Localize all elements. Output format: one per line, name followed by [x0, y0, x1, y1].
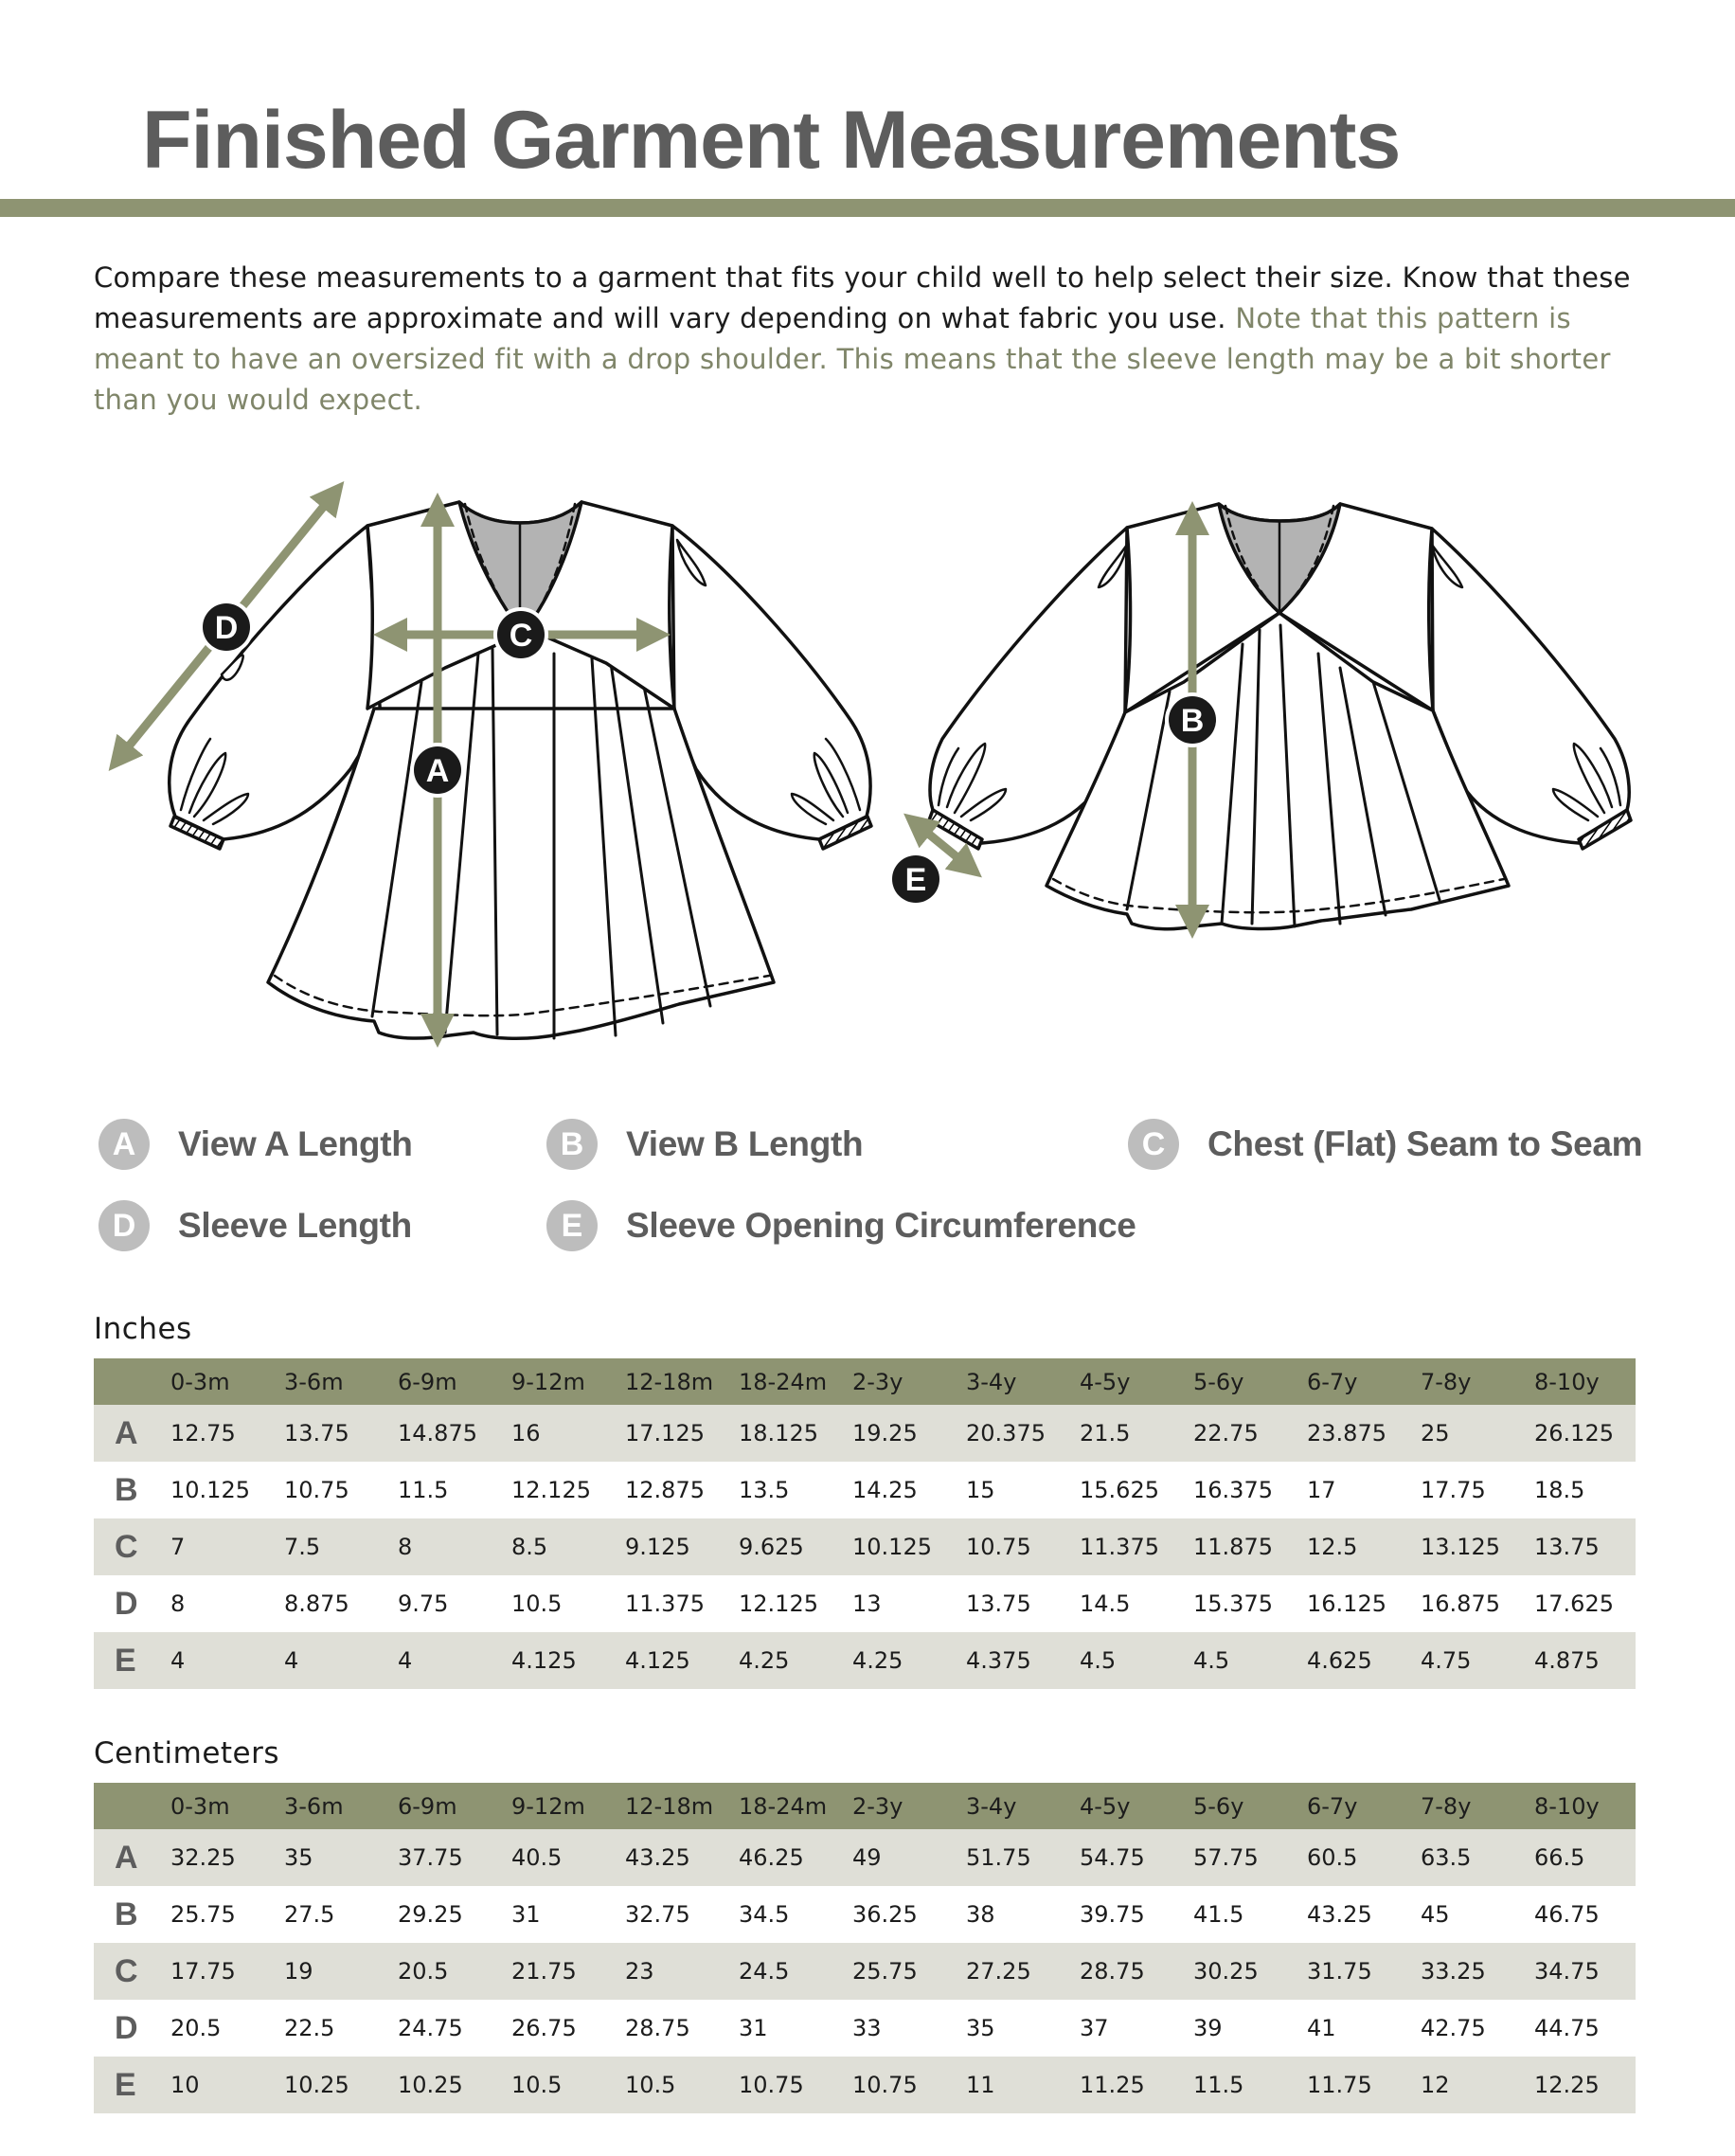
measurement-cell: 22.5: [284, 2015, 335, 2041]
measurement-cell: 45: [1421, 1901, 1450, 1928]
measurement-cell: 17: [1307, 1477, 1336, 1503]
title-rule: [0, 199, 1735, 217]
size-header: 7-8y: [1421, 1792, 1472, 1820]
size-header: 4-5y: [1080, 1368, 1131, 1395]
measurement-cell: 30.25: [1193, 1958, 1259, 1985]
measurement-cell: 33.25: [1421, 1958, 1486, 1985]
measurement-cell: 4.25: [852, 1647, 903, 1674]
row-letter: C: [115, 1528, 138, 1565]
table-row: [94, 1405, 1636, 1462]
svg-text:C: C: [509, 618, 533, 654]
header-corner: [94, 1358, 170, 1405]
measurement-cell: 12.5: [1307, 1534, 1358, 1560]
inches-heading: Inches: [94, 1312, 192, 1346]
size-header: 4-5y: [1080, 1792, 1131, 1820]
legend-label: Sleeve Length: [178, 1206, 412, 1245]
measurement-cell: 4: [398, 1647, 413, 1674]
measurement-cell: 17.125: [625, 1420, 705, 1446]
measurement-cell: 21.75: [511, 1958, 577, 1985]
measurement-cell: 4.875: [1534, 1647, 1600, 1674]
measurement-cell: 4: [284, 1647, 299, 1674]
marker-e: [888, 852, 943, 907]
measurement-cell: 17.75: [1421, 1477, 1486, 1503]
measurement-cell: 51.75: [966, 1844, 1031, 1871]
measurement-cell: 10.5: [511, 2072, 563, 2098]
measurement-cell: 28.75: [625, 2015, 690, 2041]
measurement-cell: 9.125: [625, 1534, 690, 1560]
measurement-cell: 22.75: [1193, 1420, 1259, 1446]
table-row: [94, 1943, 1636, 2000]
marker-b: [1165, 692, 1220, 747]
measurement-cell: 26.75: [511, 2015, 577, 2041]
garment-diagrams: [0, 455, 1735, 1061]
marker-a: [410, 743, 465, 798]
table-row: [94, 2000, 1636, 2057]
size-header: 8-10y: [1534, 1368, 1600, 1395]
measurement-cell: 34.5: [739, 1901, 790, 1928]
measurement-cell: 27.25: [966, 1958, 1031, 1985]
measurement-cell: 32.25: [170, 1844, 236, 1871]
measurement-cell: 4: [170, 1647, 186, 1674]
measurement-cell: 60.5: [1307, 1844, 1358, 1871]
measurement-cell: 20.5: [170, 2015, 222, 2041]
page-title: Finished Garment Measurements: [142, 95, 1401, 186]
measurement-cell: 40.5: [511, 1844, 563, 1871]
row-letter: C: [115, 1952, 138, 1989]
measurement-cell: 13.75: [1534, 1534, 1600, 1560]
measurement-cell: 11.75: [1307, 2072, 1372, 2098]
measurement-cell: 8.5: [511, 1534, 548, 1560]
view-b-top: [929, 504, 1631, 929]
table-row: [94, 1886, 1636, 1943]
measurement-cell: 57.75: [1193, 1844, 1259, 1871]
measurement-cell: 19.25: [852, 1420, 918, 1446]
legend-label: View B Length: [626, 1124, 864, 1163]
measurement-cell: 34.75: [1534, 1958, 1600, 1985]
measurement-cell: 10.25: [284, 2072, 349, 2098]
measurement-cell: 11.25: [1080, 2072, 1145, 2098]
legend-item-a: [98, 1118, 413, 1171]
size-header: 12-18m: [625, 1368, 714, 1395]
measurement-cell: 15.375: [1193, 1590, 1273, 1617]
size-header: 6-7y: [1307, 1792, 1358, 1820]
measurement-cell: 39.75: [1080, 1901, 1145, 1928]
measurement-cell: 46.25: [739, 1844, 804, 1871]
row-letter: A: [115, 1414, 138, 1451]
measurement-cell: 13: [852, 1590, 882, 1617]
svg-text:E: E: [904, 862, 927, 898]
table-row: [94, 1518, 1636, 1575]
measurement-cell: 43.25: [1307, 1901, 1372, 1928]
row-letter: D: [115, 1585, 138, 1622]
measurement-cell: 8.875: [284, 1590, 349, 1617]
measurement-cell: 29.25: [398, 1901, 463, 1928]
size-header: 5-6y: [1193, 1368, 1244, 1395]
measurement-cell: 37: [1080, 2015, 1109, 2041]
measurement-cell: 14.5: [1080, 1590, 1131, 1617]
measurement-cell: 11.875: [1193, 1534, 1273, 1560]
measurement-cell: 13.75: [966, 1590, 1031, 1617]
measurement-cell: 38: [966, 1901, 995, 1928]
row-letter: B: [115, 1471, 138, 1508]
measurement-cell: 41.5: [1193, 1901, 1244, 1928]
measurement-cell: 20.375: [966, 1420, 1046, 1446]
measurement-cell: 26.125: [1534, 1420, 1614, 1446]
table-row: [94, 1575, 1636, 1632]
table-row: [94, 1632, 1636, 1689]
size-header: 0-3m: [170, 1368, 230, 1395]
size-header: 6-9m: [398, 1792, 457, 1820]
measurement-cell: 31.75: [1307, 1958, 1372, 1985]
measurement-cell: 49: [852, 1844, 882, 1871]
measurement-cell: 12.875: [625, 1477, 705, 1503]
measurement-cell: 16.375: [1193, 1477, 1273, 1503]
measurement-cell: 23.875: [1307, 1420, 1386, 1446]
svg-text:B: B: [1180, 703, 1205, 739]
measurement-cell: 24.5: [739, 1958, 790, 1985]
table-row: [94, 1829, 1636, 1886]
measurement-cell: 11.5: [1193, 2072, 1244, 2098]
measurement-cell: 14.25: [852, 1477, 918, 1503]
legend-badge-b: B: [546, 1119, 598, 1170]
size-header: 9-12m: [511, 1792, 585, 1820]
row-letter: D: [115, 2009, 138, 2046]
size-header: 3-4y: [966, 1792, 1017, 1820]
legend-badge-d: D: [98, 1200, 150, 1251]
table-row: [94, 1462, 1636, 1518]
measurement-cell: 9.75: [398, 1590, 449, 1617]
size-header: 0-3m: [170, 1792, 230, 1820]
measurement-cell: 43.25: [625, 1844, 690, 1871]
measurement-cell: 4.375: [966, 1647, 1031, 1674]
measurement-cell: 11.375: [1080, 1534, 1159, 1560]
view-a-dress: [170, 502, 871, 1038]
measurement-cell: 17.75: [170, 1958, 236, 1985]
measurement-cell: 31: [739, 2015, 768, 2041]
intro-text: Compare these measurements to a garment that fits your child well to help select their size. Know that these measurements are approximate and will vary depending on what fabric you use.: [94, 261, 1631, 334]
measurement-cell: 4.625: [1307, 1647, 1372, 1674]
measurement-cell: 4.125: [511, 1647, 577, 1674]
centimeters-table: [94, 1783, 1636, 2113]
measurement-cell: 10: [170, 2072, 200, 2098]
measurement-cell: 8: [398, 1534, 413, 1560]
legend-label: View A Length: [178, 1124, 413, 1163]
measurement-cell: 8: [170, 1590, 186, 1617]
measurement-cell: 36.25: [852, 1901, 918, 1928]
measurement-cell: 10.75: [852, 2072, 918, 2098]
measurement-cell: 16: [511, 1420, 541, 1446]
measurement-cell: 13.75: [284, 1420, 349, 1446]
measurement-cell: 54.75: [1080, 1844, 1145, 1871]
legend-badge-e: E: [546, 1200, 598, 1251]
measurement-cell: 44.75: [1534, 2015, 1600, 2041]
measurement-cell: 4.25: [739, 1647, 790, 1674]
table-header-row: [94, 1358, 1636, 1405]
measurement-cell: 14.875: [398, 1420, 477, 1446]
measurement-cell: 42.75: [1421, 2015, 1486, 2041]
measurement-cell: 24.75: [398, 2015, 463, 2041]
measurement-cell: 4.125: [625, 1647, 690, 1674]
legend-item-d: [98, 1199, 412, 1252]
measurement-cell: 35: [966, 2015, 995, 2041]
legend-item-c: [1128, 1118, 1642, 1171]
legend-badge-a: A: [98, 1119, 150, 1170]
table-header-row: [94, 1783, 1636, 1829]
measurement-cell: 9.625: [739, 1534, 804, 1560]
measurement-cell: 16.875: [1421, 1590, 1500, 1617]
measurement-cell: 10.5: [625, 2072, 676, 2098]
size-header: 5-6y: [1193, 1792, 1244, 1820]
measurement-cell: 12.125: [739, 1590, 818, 1617]
measurement-cell: 12.75: [170, 1420, 236, 1446]
legend-label: Sleeve Opening Circumference: [626, 1206, 1136, 1245]
measurement-cell: 25.75: [170, 1901, 236, 1928]
row-letter: B: [115, 1895, 138, 1932]
measurement-cell: 10.25: [398, 2072, 463, 2098]
measurement-cell: 37.75: [398, 1844, 463, 1871]
size-header: 7-8y: [1421, 1368, 1472, 1395]
size-header: 9-12m: [511, 1368, 585, 1395]
measurement-cell: 12: [1421, 2072, 1450, 2098]
measurement-cell: 19: [284, 1958, 313, 1985]
inches-table: [94, 1358, 1636, 1689]
svg-text:D: D: [214, 610, 239, 646]
table-row: [94, 2057, 1636, 2113]
measurement-cell: 63.5: [1421, 1844, 1472, 1871]
intro-note: Note that this pattern is meant to have an oversized fit with a drop shoulder. This means that the sleeve length may be a bit shorter than you would expect.: [94, 302, 1611, 416]
measurement-cell: 12.25: [1534, 2072, 1600, 2098]
measurement-cell: 7.5: [284, 1534, 321, 1560]
marker-d: [199, 600, 254, 655]
size-header: 8-10y: [1534, 1792, 1600, 1820]
size-header: 3-6m: [284, 1368, 344, 1395]
measurement-cell: 11.375: [625, 1590, 705, 1617]
measurement-cell: 11.5: [398, 1477, 449, 1503]
measurement-cell: 25: [1421, 1420, 1450, 1446]
measurement-cell: 4.5: [1193, 1647, 1230, 1674]
size-header: 2-3y: [852, 1792, 903, 1820]
size-header: 12-18m: [625, 1792, 714, 1820]
measurement-cell: 4.5: [1080, 1647, 1117, 1674]
measurement-cell: 18.5: [1534, 1477, 1585, 1503]
measurement-cell: 18.125: [739, 1420, 818, 1446]
size-header: 18-24m: [739, 1792, 828, 1820]
measurement-cell: 35: [284, 1844, 313, 1871]
header-corner: [94, 1783, 170, 1829]
measurement-cell: 17.625: [1534, 1590, 1614, 1617]
row-letter: E: [115, 2066, 136, 2103]
measurement-cell: 33: [852, 2015, 882, 2041]
size-header: 6-9m: [398, 1368, 457, 1395]
measurement-cell: 12.125: [511, 1477, 591, 1503]
size-header: 3-6m: [284, 1792, 344, 1820]
legend-item-b: [546, 1118, 863, 1171]
size-header: 6-7y: [1307, 1368, 1358, 1395]
row-letter: E: [115, 1642, 136, 1679]
measurement-cell: 41: [1307, 2015, 1336, 2041]
measurement-cell: 21.5: [1080, 1420, 1131, 1446]
size-header: 18-24m: [739, 1368, 828, 1395]
measurement-cell: 13.125: [1421, 1534, 1500, 1560]
measurement-cell: 10.75: [966, 1534, 1031, 1560]
svg-text:A: A: [425, 753, 450, 789]
measurement-cell: 13.5: [739, 1477, 790, 1503]
row-letter: A: [115, 1839, 138, 1876]
legend-badge-c: C: [1128, 1119, 1179, 1170]
measurement-cell: 27.5: [284, 1901, 335, 1928]
marker-c: [493, 607, 548, 662]
intro-paragraph: [94, 258, 1647, 421]
measurement-cell: 15: [966, 1477, 995, 1503]
measurement-cell: 20.5: [398, 1958, 449, 1985]
measurement-cell: 31: [511, 1901, 541, 1928]
measurement-cell: 46.75: [1534, 1901, 1600, 1928]
measurement-cell: 15.625: [1080, 1477, 1159, 1503]
measurement-cell: 10.125: [170, 1477, 250, 1503]
centimeters-heading: Centimeters: [94, 1736, 280, 1770]
measurement-cell: 10.75: [739, 2072, 804, 2098]
measurement-cell: 32.75: [625, 1901, 690, 1928]
measurement-cell: 66.5: [1534, 1844, 1585, 1871]
legend-item-e: [546, 1199, 1136, 1252]
measurement-cell: 11: [966, 2072, 995, 2098]
size-header: 3-4y: [966, 1368, 1017, 1395]
measurement-cell: 10.5: [511, 1590, 563, 1617]
measurement-cell: 23: [625, 1958, 654, 1985]
measurement-cell: 4.75: [1421, 1647, 1472, 1674]
legend-label: Chest (Flat) Seam to Seam: [1207, 1124, 1643, 1163]
measurement-cell: 28.75: [1080, 1958, 1145, 1985]
measurement-cell: 7: [170, 1534, 186, 1560]
measurement-cell: 10.125: [852, 1534, 932, 1560]
measurement-cell: 39: [1193, 2015, 1223, 2041]
size-header: 2-3y: [852, 1368, 903, 1395]
measurement-cell: 10.75: [284, 1477, 349, 1503]
measurement-cell: 25.75: [852, 1958, 918, 1985]
measurement-cell: 16.125: [1307, 1590, 1386, 1617]
